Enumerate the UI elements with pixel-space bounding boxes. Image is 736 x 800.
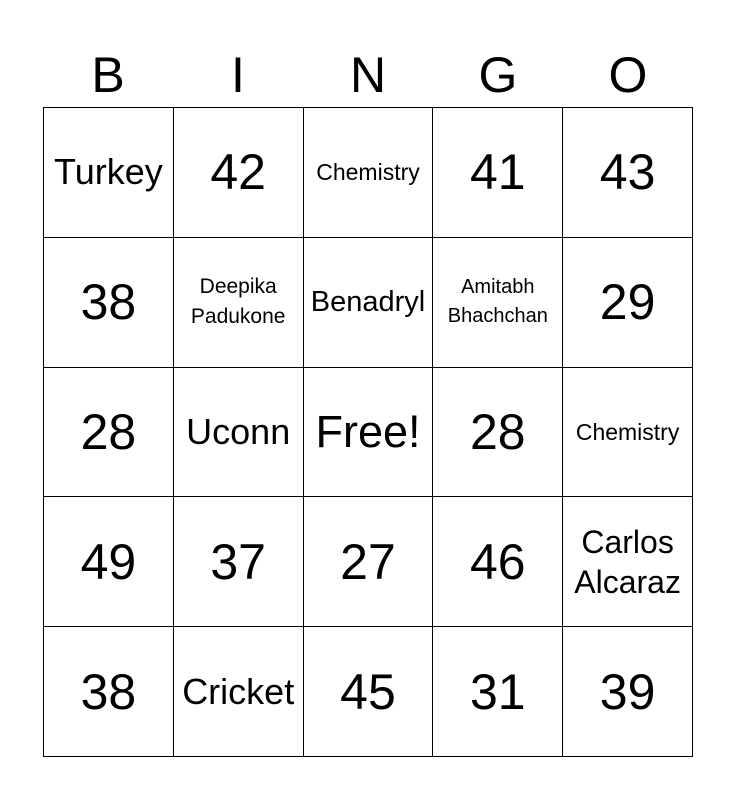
- bingo-cell[interactable]: [44, 627, 174, 757]
- bingo-cell-text: Turkey: [54, 151, 163, 193]
- bingo-cell[interactable]: [563, 238, 693, 368]
- header-letter-b: B: [91, 47, 125, 103]
- bingo-cell[interactable]: [304, 238, 434, 368]
- bingo-cell[interactable]: [304, 497, 434, 627]
- bingo-cell[interactable]: [174, 627, 304, 757]
- bingo-cell-text: 38: [80, 274, 137, 331]
- bingo-cell-text: 38: [80, 663, 137, 720]
- bingo-cell-text: Carlos Alcaraz: [574, 523, 681, 600]
- bingo-cell[interactable]: [563, 368, 693, 498]
- bingo-cell-text: Free!: [315, 405, 421, 457]
- bingo-cell[interactable]: [174, 497, 304, 627]
- bingo-cell-text: 46: [469, 533, 526, 590]
- bingo-cell[interactable]: [44, 497, 174, 627]
- bingo-cell-text: 41: [469, 144, 526, 201]
- bingo-cell-text: 42: [210, 144, 266, 201]
- bingo-cell-text: 45: [340, 663, 396, 720]
- bingo-cell[interactable]: [174, 368, 304, 498]
- bingo-cell[interactable]: [44, 368, 174, 498]
- bingo-cell[interactable]: [44, 238, 174, 368]
- bingo-cell-text: 31: [469, 663, 526, 720]
- bingo-cell-text: 39: [599, 663, 656, 720]
- bingo-cell[interactable]: [433, 238, 563, 368]
- bingo-cell[interactable]: [174, 108, 304, 238]
- bingo-cell-text: Benadryl: [310, 286, 426, 319]
- bingo-cell-text: 49: [80, 533, 137, 590]
- bingo-cell[interactable]: [44, 108, 174, 238]
- bingo-cell[interactable]: [433, 497, 563, 627]
- bingo-cell-text: 37: [210, 533, 266, 590]
- bingo-cell[interactable]: [433, 108, 563, 238]
- bingo-cell-text: 27: [340, 533, 396, 590]
- bingo-cell[interactable]: [304, 627, 434, 757]
- bingo-cell[interactable]: [563, 108, 693, 238]
- bingo-cell[interactable]: [304, 368, 434, 498]
- header-letter-g: G: [478, 47, 518, 103]
- bingo-cell[interactable]: [433, 627, 563, 757]
- bingo-cell-text: Cricket: [182, 670, 295, 712]
- bingo-cell-text: 28: [80, 403, 137, 460]
- bingo-cell-text: 28: [469, 403, 526, 460]
- bingo-cell[interactable]: [563, 627, 693, 757]
- bingo-cell-text: 43: [599, 144, 656, 201]
- bingo-cell[interactable]: [304, 108, 434, 238]
- bingo-cell-text: Chemistry: [316, 159, 420, 186]
- header-letter-i: I: [231, 47, 245, 103]
- bingo-cell-text: Deepika Padukone: [190, 275, 286, 329]
- header-letter-o: O: [608, 47, 648, 103]
- bingo-cell-text: 29: [599, 274, 656, 331]
- bingo-cell[interactable]: [563, 497, 693, 627]
- bingo-header: [43, 44, 693, 106]
- bingo-cell[interactable]: [433, 368, 563, 498]
- header-letter-n: N: [349, 47, 387, 103]
- bingo-cell-text: Chemistry: [575, 418, 680, 445]
- bingo-cell[interactable]: [174, 238, 304, 368]
- bingo-cell-text: Amitabh Bhachchan: [447, 276, 548, 328]
- bingo-board: [43, 107, 693, 757]
- bingo-cell-text: Uconn: [186, 410, 291, 452]
